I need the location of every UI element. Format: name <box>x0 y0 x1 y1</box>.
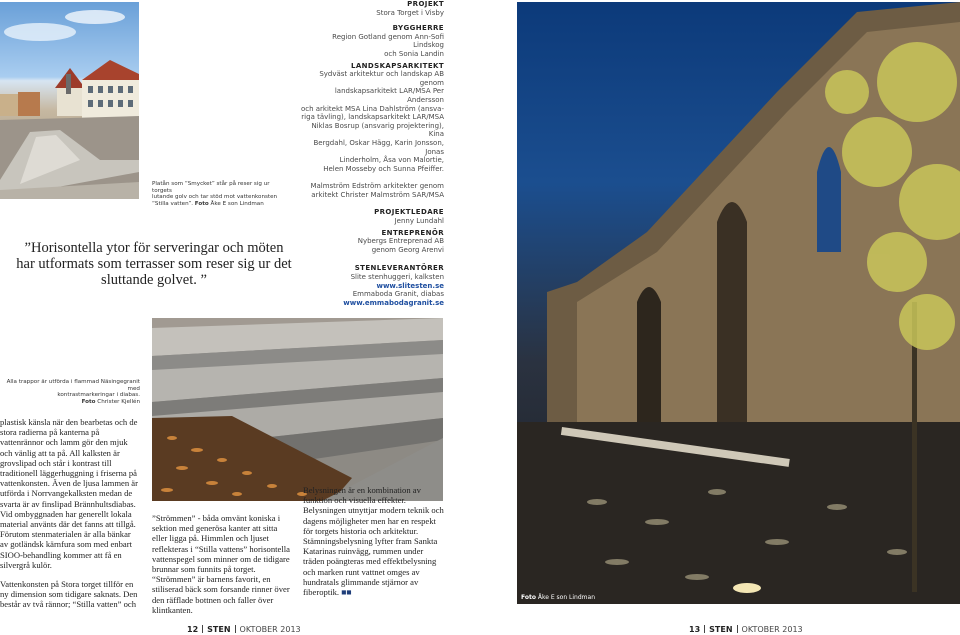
issue-date: OKTOBER 2013 <box>741 625 803 634</box>
fact-projektledare: Jenny Lundahl <box>394 217 444 226</box>
folio-left <box>187 625 301 634</box>
fact-supplier-emmaboda: Emmaboda Granit, diabas <box>352 290 444 299</box>
caption-line: Platån som “Smycket” står på reser sig ur torgets <box>152 181 270 194</box>
caption-line: lutande golv och tar stöd mot vattenkonsten <box>152 194 278 201</box>
photo-credit: Christer Kjellén <box>95 398 140 405</box>
body-column-3 <box>303 485 445 606</box>
photo-credit-label: Foto <box>521 594 536 601</box>
magazine-name: STEN <box>207 625 231 634</box>
issue-date: OKTOBER 2013 <box>239 625 301 634</box>
fact-heading-byggherre: BYGGHERRE <box>392 24 444 33</box>
fact-heading-projektledare: PROJEKTLEDARE <box>374 208 444 217</box>
end-mark: ■■ <box>341 587 352 598</box>
fact-heading-stenleverantorer: STENLEVERANTÖRER <box>354 264 444 273</box>
photo-credit: Åke E son Lindman <box>208 200 264 207</box>
fact-supplier-slite: Slite stenhuggeri, kalksten <box>350 273 444 282</box>
photo-granite-steps <box>152 318 443 501</box>
page-number: 12 <box>187 625 199 634</box>
photo-credit-label: Foto <box>194 200 209 207</box>
body-paragraph: plastisk känsla när den bearbetas och de stora radierna på kanterna på vattenrännor och lamm gör den mjuk och vänlig att ta på. All kalksten är grovslipad och står i kontrast till traditionell läggerhuggning i friserna på vattenkonsten. Även de ljusa lammen är utförda i Norrvangekalksten medan de svarta är av finslipad Brännhultsdiabas. Vid ombyggnaden har generellt lokala material använts där det fanns att tillgå. Förutom stenmaterialen är alla bänkar av gotländsk kärnfura som med enbart SIOO-behandling kommer att få en silvergrå kulör. <box>0 417 138 570</box>
caption-platan <box>152 181 287 207</box>
body-column-1 <box>0 417 139 619</box>
fact-landskap-line: landskapsarkitekt LAR/MSA Per Andersson <box>334 87 444 104</box>
fact-heading-entreprenor: ENTREPRENÖR <box>381 228 444 237</box>
link-emmabodagranit[interactable]: www.emmabodagranit.se <box>343 298 444 307</box>
fact-heading-landskapsarkitekt: LANDSKAPSARKITEKT <box>351 61 444 70</box>
caption-line: kontrastmarkeringar i diabas. <box>57 392 140 399</box>
fact-malmstrom-line: arkitekt Christer Malmström SAR/MSA <box>311 190 444 199</box>
fact-landskap-line: Linderholm, Åsa von Malortie, <box>339 156 444 165</box>
page-number: 13 <box>689 625 701 634</box>
fact-entreprenor-line: Nybergs Entreprenad AB <box>357 237 444 246</box>
photo-credit: Åke E son Lindman <box>535 594 595 601</box>
fact-landskap-line: Sydväst arkitektur och landskap AB genom <box>319 70 444 87</box>
fact-landskap-line: Helen Mosseby och Sunna Pfeiffer. <box>323 164 444 173</box>
body-paragraph: ”Strömmen” - båda omvänt koniska i sektion med generösa kanter att sitta eller ligga på. Himmlen och ljuset reflekteras i “Stilla vattens” horisontella vattenspegel som minner om de tidigare brunnar som funnits på torget. “Strömmen” är barnens favorit, en stiliserad bäck som forsande rinner över den räfflade bottnen och faller över klintkanten. <box>152 513 290 615</box>
link-slitesten[interactable]: www.slitesten.se <box>376 281 444 290</box>
body-column-2 <box>152 513 294 624</box>
body-paragraph <box>303 485 445 597</box>
pull-quote: ”Horisontella ytor för serveringar och möten har utformats som terrasser som reser sig ur det sluttande golvet. ” <box>16 240 292 288</box>
fact-byggherre-line: Region Gotland genom Ann-Sofi Lindskog <box>332 32 444 50</box>
fact-byggherre-line: och Sonia Landin <box>384 49 444 58</box>
fact-projekt: Stora Torget i Visby <box>376 8 444 17</box>
magazine-name: STEN <box>709 625 733 634</box>
folio-right <box>689 625 803 634</box>
caption-line: Alla trappor är utförda i flammad Näsingegranit med <box>6 379 140 392</box>
fact-entreprenor-line: genom Georg Arenvi <box>371 245 444 254</box>
photo-ruin-night <box>517 2 960 604</box>
body-paragraph: Vattenkonsten på Stora torget tillför en ny dimension som tidigare saknats. Den består av två rännor; “Stilla vatten” och <box>0 579 138 610</box>
fact-landskap-line: Bergdahl, Oskar Hägg, Karin Jonsson, Jonas <box>313 138 444 156</box>
fact-landskap-line: och arkitekt MSA Lina Dahlström (ansva- <box>300 104 444 113</box>
fact-malmstrom-line: Malmström Edström arkitekter genom <box>310 182 444 191</box>
fact-landskap-line: riga tävling), landskapsarkitekt LAR/MSA <box>301 113 444 122</box>
body-text: Belysningen är en kombination av funktion och visuella effekter. Belysningen utnyttjar modern teknik och dagens möjligheter men har en respekt för torgets historia och arkitektur. Stämningsbelysning lyfter fram Sankta Katarinas ruinvägg, rummen under träden poängteras med effektbelysning och marken runt vattnet omges av hundratals glimmande stjärnor av fiberoptik. <box>303 485 444 598</box>
fact-landskap-line: Niklas Bosrup (ansvarig projektering), Kina <box>311 121 444 139</box>
caption-trappor <box>0 379 140 405</box>
photo-town-square <box>0 2 139 199</box>
caption-line: “Stilla vatten”. <box>152 200 193 207</box>
fact-heading-projekt: PROJEKT <box>407 0 444 8</box>
photo-credit-label: Foto <box>81 398 96 405</box>
fact-box <box>300 0 444 307</box>
caption-ruin-credit <box>521 595 595 602</box>
